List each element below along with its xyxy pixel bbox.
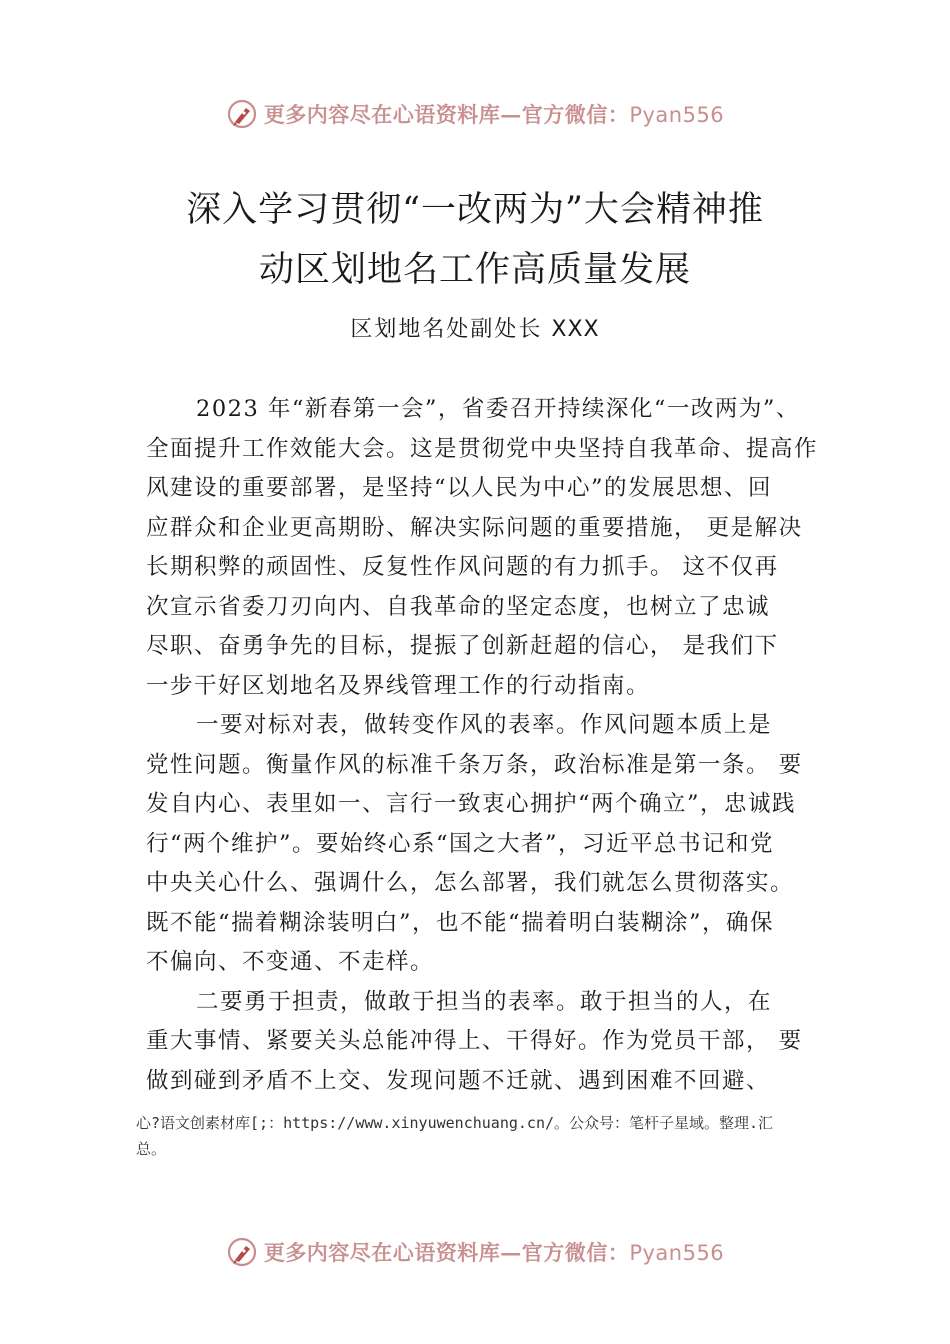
footnote-line-2: 总。	[136, 1140, 167, 1158]
header-banner-wechat: Pyan556	[629, 103, 725, 127]
document-title-line-2: 动区划地名工作高质量发展	[258, 250, 691, 290]
body-line: 尽职、奋勇争先的目标，提振了创新赶超的信心， 是我们下	[146, 633, 779, 659]
body-line: 一步干好区划地名及界线管理工作的行动指南。	[146, 672, 651, 699]
footer-banner	[0, 1232, 950, 1272]
source-footnote	[136, 1110, 826, 1162]
body-line: 行“两个维护”。要始终心系“国之大者”，习近平总书记和党	[146, 830, 775, 857]
header-banner-label: 更多内容尽在心语资料库—官方微信：	[263, 102, 630, 127]
body-line: 风建设的重要部署，是坚持“以人民为中心”的发展思想、回	[146, 475, 773, 501]
body-line: 重大事情、紧要关头总能冲得上、干得好。作为党员干部， 要	[146, 1028, 803, 1054]
author-name: XXX	[551, 317, 600, 342]
footer-banner-text	[264, 1237, 724, 1267]
footnote-line-1: 心?语文创素材库[;：https://www.xinyuwenchuang.cn/。公众号：笔杆子星域。整理.汇	[136, 1114, 774, 1132]
footer-banner-wechat: Pyan556	[629, 1241, 725, 1265]
author-line	[100, 312, 850, 348]
body-line: 一要对标对表，做转变作风的表率。作风问题本质上是	[196, 712, 773, 738]
body-line: 中央关心什么、强调什么，怎么部署，我们就怎么贯彻落实。	[146, 870, 795, 896]
footer-banner-label: 更多内容尽在心语资料库—官方微信：	[263, 1240, 630, 1265]
body-line: 长期积弊的顽固性、反复性作风问题的有力抓手。 这不仅再	[146, 554, 779, 580]
body-line: 全面提升工作效能大会。这是贯彻党中央坚持自我革命、提高作	[146, 435, 819, 462]
body-line: 次宣示省委刀刃向内、自我革命的坚定态度，也树立了忠诚	[146, 593, 771, 620]
body-line: 发自内心、表里如一、言行一致衷心拥护“两个确立”，忠诚践	[146, 791, 797, 817]
body-line: 二要勇于担责，做敢于担当的表率。敢于担当的人，在	[196, 988, 773, 1015]
body-line: 既不能“揣着糊涂装明白”，也不能“揣着明白装糊涂”，确保	[146, 909, 775, 936]
header-banner	[0, 94, 950, 134]
document-title-line-1: 深入学习贯彻“一改两为”大会精神推	[186, 190, 764, 230]
author-role: 区划地名处副处长	[350, 317, 543, 342]
body-line: 应群众和企业更高期盼、解决实际问题的重要措施， 更是解决	[146, 514, 803, 541]
document-body	[146, 390, 826, 1101]
pen-nib-logo-icon	[226, 98, 258, 130]
body-line: 做到碰到矛盾不上交、发现问题不迁就、遇到困难不回避、	[146, 1067, 771, 1094]
body-line: 党性问题。衡量作风的标准千条万条，政治标准是第一条。 要	[146, 751, 803, 778]
header-banner-text	[264, 99, 724, 129]
body-line: 2023 年“新春第一会”，省委召开持续深化“一改两为”、	[196, 396, 800, 422]
body-line: 不偏向、不变通、不走样。	[146, 949, 435, 975]
pen-nib-logo-icon	[226, 1236, 258, 1268]
